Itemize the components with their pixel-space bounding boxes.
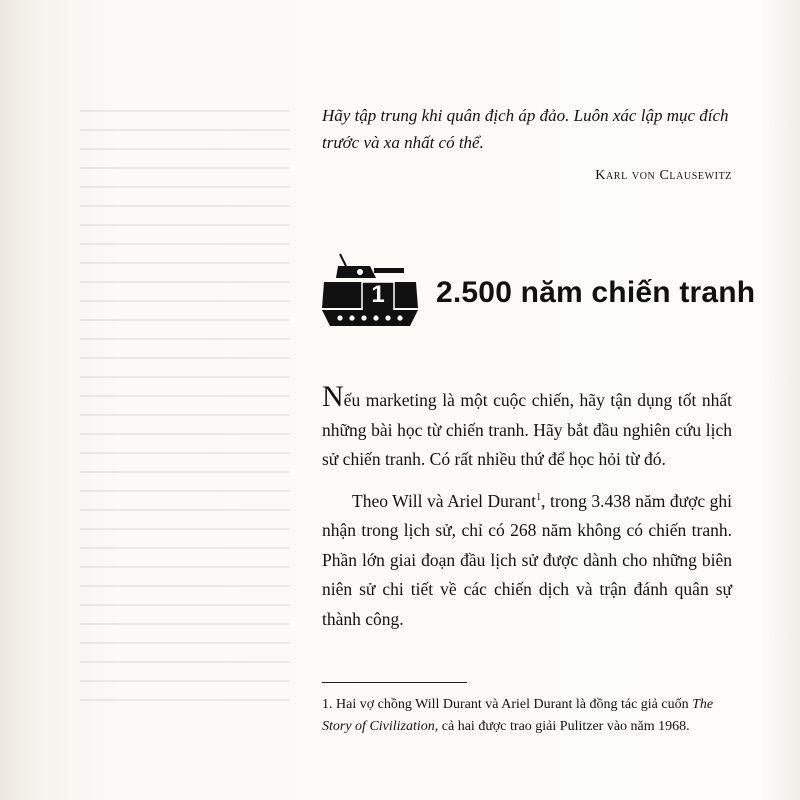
- paragraph-2-text-start: Theo Will và Ariel Durant: [352, 490, 537, 511]
- bleed-through-text: [80, 110, 290, 750]
- footnote-divider: [322, 682, 467, 683]
- footnote-text-end: , cả hai được trao giải Pulitzer vào năm 1968.: [434, 719, 690, 734]
- footnote-marker: 1: [536, 491, 542, 503]
- paragraph-2-text-end: , trong 3.438 năm được ghi nhận trong lịch sử, chỉ có 268 năm không có chiến tranh. Phần lớn giai đoạn đầu lịch sử được dành cho những biên niên sử chi tiết về các chiến dịch và trận đánh quân sự thành công.: [322, 490, 732, 629]
- epigraph-author: Karl von Clausewitz: [595, 168, 732, 183]
- footnote-text-start: 1. Hai vợ chồng Will Durant và Ariel Durant là đồng tác giả cuốn: [322, 697, 693, 712]
- drop-cap: N: [322, 380, 344, 413]
- chapter-title: 2.500 năm chiến tranh: [436, 276, 756, 309]
- chapter-number: 1: [371, 281, 385, 308]
- paragraph-2: [322, 487, 732, 635]
- footnote: [322, 694, 732, 738]
- footnote-book-title: The Story of Civilization: [322, 697, 714, 734]
- epigraph-quote: Hãy tập trung khi quân địch áp đảo. Luôn xác lập mục đích trước và xa nhất có thể.: [322, 106, 729, 152]
- paragraph-1-text: ếu marketing là một cuộc chiến, hãy tận dụng tốt nhất những bài học từ chiến tranh. Hãy bắt đầu nghiên cứu lịch sử chiến tranh. Có rất nhiều thứ để học hỏi từ đó.: [322, 390, 732, 469]
- body-text: [322, 380, 732, 634]
- paragraph-1: [322, 380, 732, 475]
